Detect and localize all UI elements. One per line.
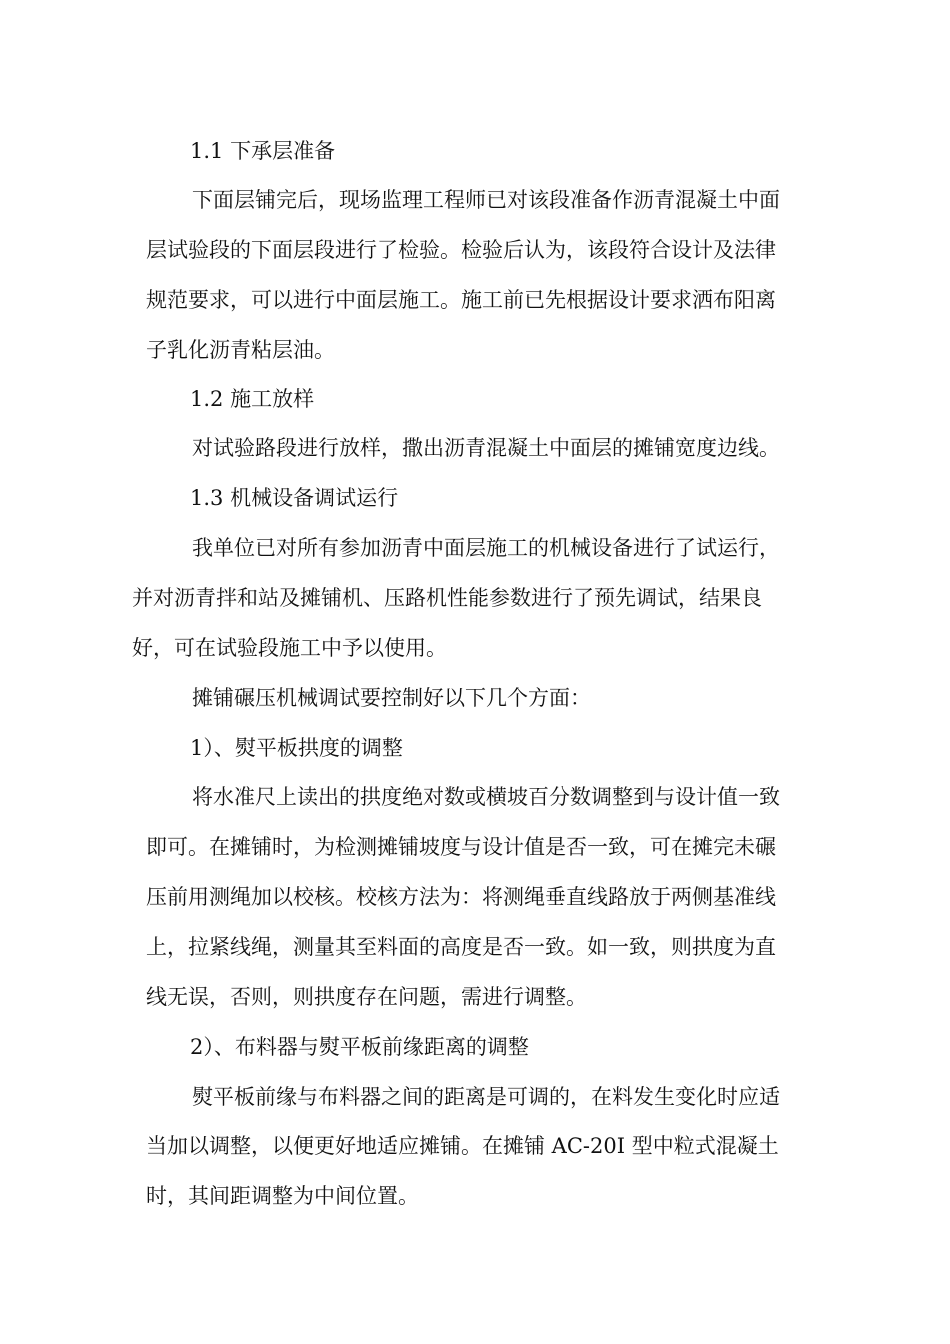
heading-1-2: 1.2 施工放样: [190, 387, 315, 411]
paragraph-5-line: 上，拉紧线绳，测量其至料面的高度是否一致。如一致，则拱度为直: [146, 935, 776, 959]
paragraph-3-line: 我单位已对所有参加沥青中面层施工的机械设备进行了试运行，: [192, 536, 780, 560]
paragraph-6-line: 熨平板前缘与布料器之间的距离是可调的，在料发生变化时应适: [192, 1085, 780, 1109]
paragraph-6-line: 时，其间距调整为中间位置。: [146, 1184, 419, 1208]
paragraph-5-line: 将水准尺上读出的拱度绝对数或横坡百分数调整到与设计值一致: [192, 785, 780, 809]
paragraph-1-line: 下面层铺完后，现场监理工程师已对该段准备作沥青混凝土中面: [192, 188, 780, 212]
paragraph-1-line: 子乳化沥青粘层油。: [146, 338, 335, 362]
item-2-heading: 2）、布料器与熨平板前缘距离的调整: [190, 1035, 529, 1059]
paragraph-4-line: 摊铺碾压机械调试要控制好以下几个方面：: [192, 686, 591, 710]
paragraph-3-line: 好，可在试验段施工中予以使用。: [132, 636, 447, 660]
paragraph-6-line: 当加以调整，以便更好地适应摊铺。在摊铺 AC-20I 型中粒式混凝土: [146, 1134, 779, 1158]
paragraph-5-line: 即可。在摊铺时，为检测摊铺坡度与设计值是否一致，可在摊完未碾: [146, 835, 776, 859]
item-1-heading: 1）、熨平板拱度的调整: [190, 736, 403, 760]
paragraph-2-line: 对试验路段进行放样，撒出沥青混凝土中面层的摊铺宽度边线。: [192, 436, 780, 460]
paragraph-3-line: 并对沥青拌和站及摊铺机、压路机性能参数进行了预先调试，结果良: [132, 586, 762, 610]
heading-1-3: 1.3 机械设备调试运行: [190, 486, 399, 510]
paragraph-1-line: 层试验段的下面层段进行了检验。检验后认为，该段符合设计及法律: [146, 238, 776, 262]
paragraph-5-line: 压前用测绳加以校核。校核方法为：将测绳垂直线路放于两侧基准线: [146, 885, 776, 909]
heading-1-1: 1.1 下承层准备: [190, 139, 336, 163]
paragraph-5-line: 线无误，否则，则拱度存在问题，需进行调整。: [146, 985, 587, 1009]
paragraph-1-line: 规范要求，可以进行中面层施工。施工前已先根据设计要求洒布阳离: [146, 288, 776, 312]
